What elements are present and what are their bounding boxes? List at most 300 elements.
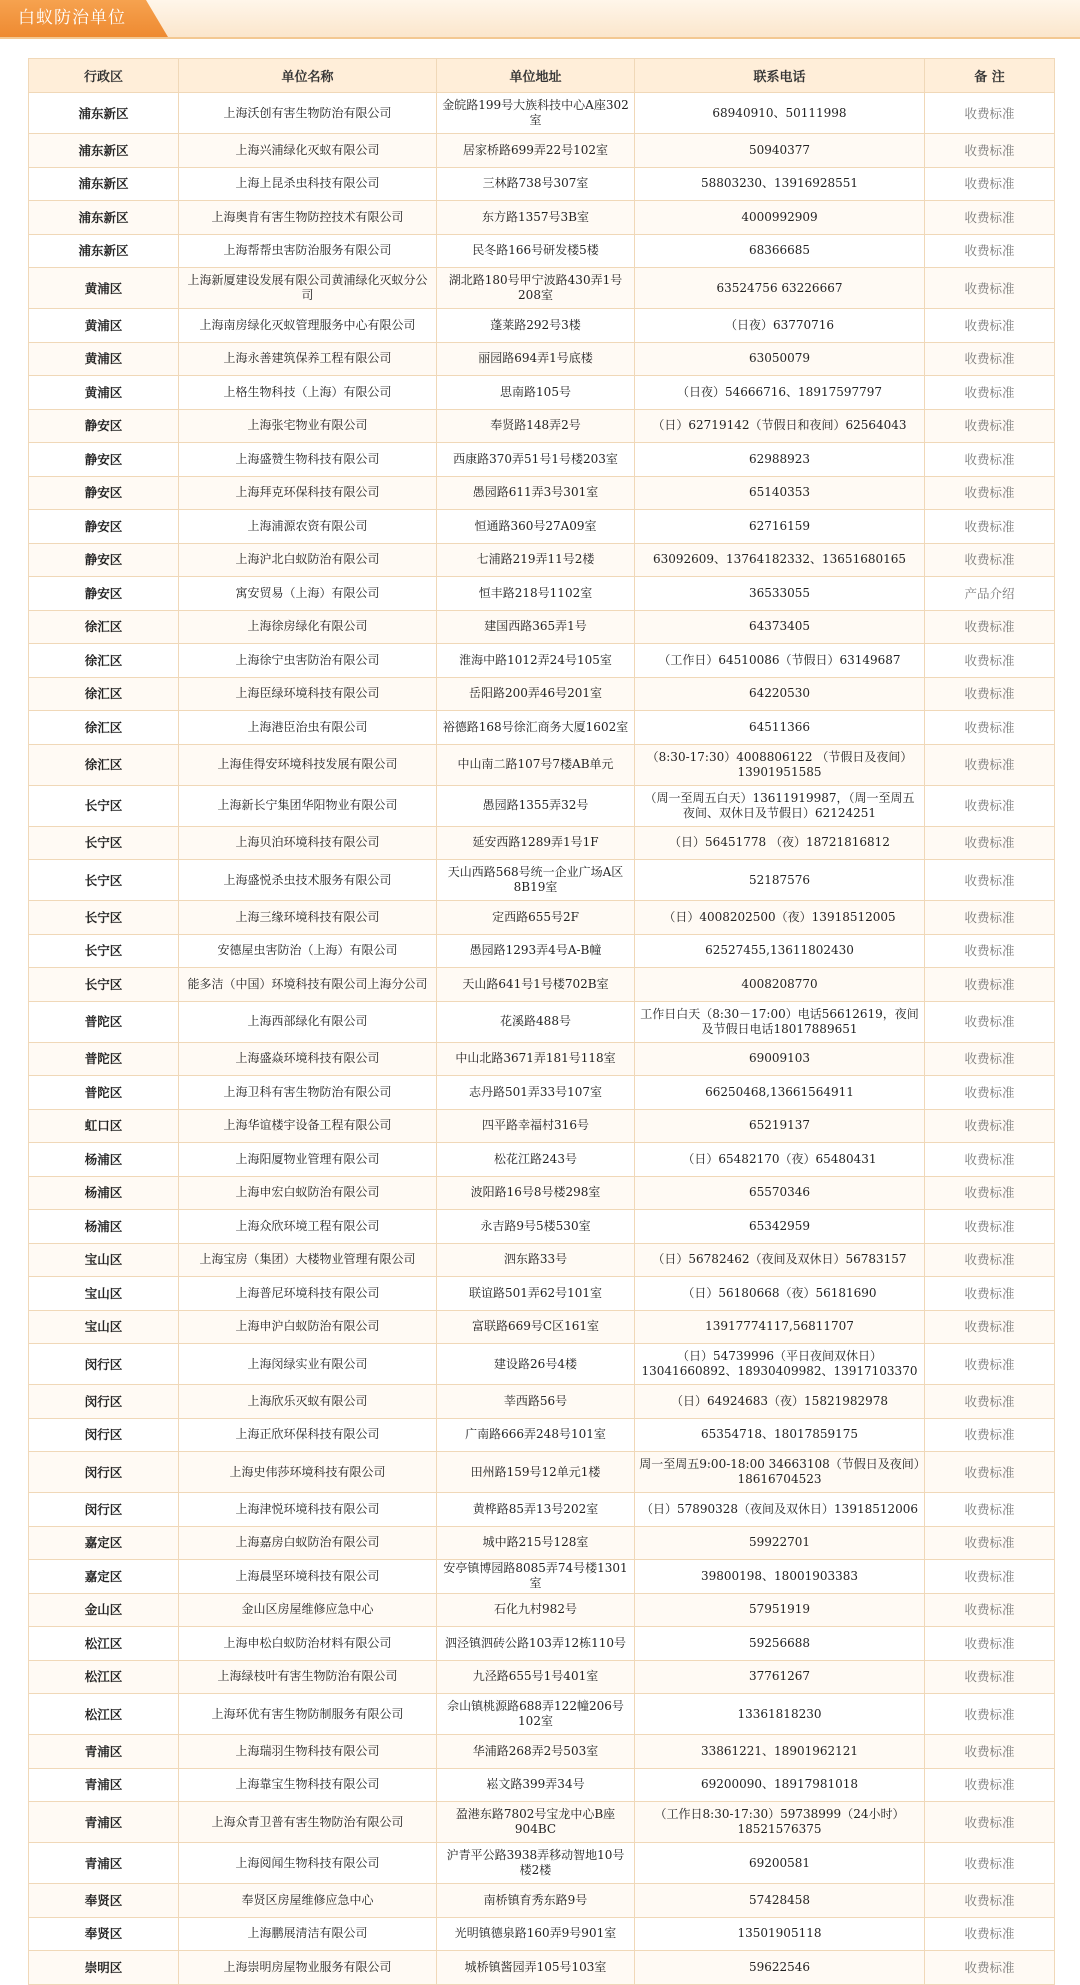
district-cell: 静安区	[29, 476, 179, 510]
note-link[interactable]: 收费标准	[925, 1917, 1055, 1951]
phone-cell: （日）65482170（夜）65480431	[635, 1143, 925, 1177]
address-cell: 愚园路1293弄4号A-B幢	[437, 934, 635, 968]
address-cell: 东方路1357号3B室	[437, 201, 635, 235]
company-name-cell: 奉贤区房屋维修应急中心	[179, 1884, 437, 1918]
note-link[interactable]: 收费标准	[925, 1951, 1055, 1985]
company-name-cell: 上海环优有害生物防制服务有限公司	[179, 1694, 437, 1735]
phone-cell: （日）57890328（夜间及双休日）13918512006	[635, 1493, 925, 1527]
address-cell: 蓬莱路292号3楼	[437, 309, 635, 343]
address-cell: 天山路641号1号楼702B室	[437, 968, 635, 1002]
note-link[interactable]: 收费标准	[925, 711, 1055, 745]
district-cell: 长宁区	[29, 785, 179, 826]
district-cell: 青浦区	[29, 1843, 179, 1884]
note-link[interactable]: 收费标准	[925, 1243, 1055, 1277]
district-cell: 浦东新区	[29, 234, 179, 268]
company-name-cell: 上海奥肯有害生物防控技术有限公司	[179, 201, 437, 235]
note-link[interactable]: 收费标准	[925, 1344, 1055, 1385]
table-row	[29, 577, 1055, 611]
company-name-cell: 上海靠宝生物科技有限公司	[179, 1768, 437, 1802]
phone-cell: （日）56180668（夜）56181690	[635, 1277, 925, 1311]
address-cell: 泗东路33号	[437, 1243, 635, 1277]
phone-cell: （日）62719142（节假日和夜间）62564043	[635, 409, 925, 443]
district-cell: 闵行区	[29, 1418, 179, 1452]
address-cell: 中山南二路107号7楼AB单元	[437, 744, 635, 785]
district-cell: 宝山区	[29, 1243, 179, 1277]
phone-cell: 13361818230	[635, 1694, 925, 1735]
table-row	[29, 1802, 1055, 1843]
district-cell: 徐汇区	[29, 744, 179, 785]
district-cell: 静安区	[29, 577, 179, 611]
company-name-cell: 上海嘉房白蚁防治有限公司	[179, 1526, 437, 1560]
address-cell: 田州路159号12单元1楼	[437, 1452, 635, 1493]
table-row	[29, 342, 1055, 376]
company-name-cell: 上海帮帮虫害防治服务有限公司	[179, 234, 437, 268]
address-cell: 恒丰路218号1102室	[437, 577, 635, 611]
address-cell: 民冬路166号研发楼5楼	[437, 234, 635, 268]
district-cell: 长宁区	[29, 901, 179, 935]
district-cell: 闵行区	[29, 1452, 179, 1493]
district-cell: 黄浦区	[29, 376, 179, 410]
note-link[interactable]: 收费标准	[925, 1660, 1055, 1694]
note-link[interactable]: 收费标准	[925, 1735, 1055, 1769]
note-link[interactable]: 收费标准	[925, 1176, 1055, 1210]
note-link[interactable]: 收费标准	[925, 1768, 1055, 1802]
address-cell: 佘山镇桃源路688弄122幢206号102室	[437, 1694, 635, 1735]
table-row	[29, 510, 1055, 544]
table-row	[29, 1109, 1055, 1143]
phone-cell: 68940910、50111998	[635, 93, 925, 134]
company-name-cell: 上海佳得安环境科技发展有限公司	[179, 744, 437, 785]
district-cell: 嘉定区	[29, 1560, 179, 1594]
section-header-bar	[0, 0, 1080, 39]
address-cell: 居家桥路699弄22号102室	[437, 134, 635, 168]
company-name-cell: 上海欣乐灭蚁有限公司	[179, 1385, 437, 1419]
table-row	[29, 1917, 1055, 1951]
address-cell: 延安西路1289弄1号1F	[437, 826, 635, 860]
district-cell: 金山区	[29, 1593, 179, 1627]
company-name-cell: 能多洁（中国）环境科技有限公司上海分公司	[179, 968, 437, 1002]
phone-cell: 57428458	[635, 1884, 925, 1918]
phone-cell: （工作日）64510086（节假日）63149687	[635, 644, 925, 678]
district-cell: 宝山区	[29, 1310, 179, 1344]
note-link[interactable]: 收费标准	[925, 1802, 1055, 1843]
district-cell: 浦东新区	[29, 134, 179, 168]
note-link[interactable]: 收费标准	[925, 543, 1055, 577]
address-cell: 中山北路3671弄181号118室	[437, 1042, 635, 1076]
note-link[interactable]: 收费标准	[925, 1593, 1055, 1627]
company-name-cell: 上海南房绿化灭蚁管理服务中心有限公司	[179, 309, 437, 343]
table-row	[29, 1735, 1055, 1769]
phone-cell: （日）56451778 （夜）18721816812	[635, 826, 925, 860]
address-cell: 丽园路694弄1号底楼	[437, 342, 635, 376]
address-cell: 建设路26号4楼	[437, 1344, 635, 1385]
table-row	[29, 1076, 1055, 1110]
address-cell: 愚园路611弄3号301室	[437, 476, 635, 510]
district-cell: 长宁区	[29, 968, 179, 1002]
company-name-cell: 上海瑞羽生物科技有限公司	[179, 1735, 437, 1769]
table-row	[29, 476, 1055, 510]
phone-cell: 68366685	[635, 234, 925, 268]
note-link[interactable]: 收费标准	[925, 1418, 1055, 1452]
table-row	[29, 610, 1055, 644]
company-name-cell: 上海申宏白蚁防治有限公司	[179, 1176, 437, 1210]
address-cell: 愚园路1355弄32号	[437, 785, 635, 826]
address-cell: 岳阳路200弄46号201室	[437, 677, 635, 711]
address-cell: 天山西路568号统一企业广场A区8B19室	[437, 860, 635, 901]
phone-cell: 62716159	[635, 510, 925, 544]
district-cell: 嘉定区	[29, 1526, 179, 1560]
table-row	[29, 644, 1055, 678]
address-cell: 奉贤路148弄2号	[437, 409, 635, 443]
table-row	[29, 201, 1055, 235]
table-row	[29, 268, 1055, 309]
address-cell: 城桥镇酱园弄105号103室	[437, 1951, 635, 1985]
note-link[interactable]: 收费标准	[925, 309, 1055, 343]
note-link[interactable]: 收费标准	[925, 201, 1055, 235]
company-name-cell: 寓安贸易（上海）有限公司	[179, 577, 437, 611]
table-row	[29, 744, 1055, 785]
address-cell: 湖北路180号甲宁波路430弄1号208室	[437, 268, 635, 309]
note-link[interactable]: 收费标准	[925, 1627, 1055, 1661]
note-link[interactable]: 收费标准	[925, 1001, 1055, 1042]
district-cell: 崇明区	[29, 1951, 179, 1985]
phone-cell: 64511366	[635, 711, 925, 745]
note-link[interactable]: 收费标准	[925, 610, 1055, 644]
note-link[interactable]: 收费标准	[925, 443, 1055, 477]
company-name-cell: 金山区房屋维修应急中心	[179, 1593, 437, 1627]
note-link[interactable]: 收费标准	[925, 1310, 1055, 1344]
note-link[interactable]: 收费标准	[925, 901, 1055, 935]
phone-cell: 64220530	[635, 677, 925, 711]
phone-cell: （日）54739996（平日夜间双休日）13041660892、18930409982、13917103370	[635, 1344, 925, 1385]
note-link[interactable]: 收费标准	[925, 1694, 1055, 1735]
phone-cell: 65140353	[635, 476, 925, 510]
table-row	[29, 234, 1055, 268]
address-cell: 思南路105号	[437, 376, 635, 410]
table-row	[29, 1001, 1055, 1042]
phone-cell: 工作日白天（8:30－17:00）电话56612619，夜间及节假日电话18017889651	[635, 1001, 925, 1042]
address-cell: 城中路215号128室	[437, 1526, 635, 1560]
table-body	[29, 93, 1055, 1985]
company-name-cell: 上海沪北白蚁防治有限公司	[179, 543, 437, 577]
company-name-cell: 上海臣绿环境科技有限公司	[179, 677, 437, 711]
table-row	[29, 409, 1055, 443]
note-link[interactable]: 收费标准	[925, 644, 1055, 678]
phone-cell: 57951919	[635, 1593, 925, 1627]
phone-cell: 4000992909	[635, 201, 925, 235]
address-cell: 黄桦路85弄13号202室	[437, 1493, 635, 1527]
table-row	[29, 1143, 1055, 1177]
note-link[interactable]: 收费标准	[925, 409, 1055, 443]
note-link[interactable]: 收费标准	[925, 677, 1055, 711]
table-row	[29, 1660, 1055, 1694]
company-name-cell: 上海新厦建设发展有限公司黄浦绿化灭蚁分公司	[179, 268, 437, 309]
address-cell: 四平路幸福村316号	[437, 1109, 635, 1143]
table-row	[29, 1593, 1055, 1627]
col-header-address: 单位地址	[437, 59, 635, 93]
company-name-cell: 上海徐宁虫害防治有限公司	[179, 644, 437, 678]
table-row	[29, 1042, 1055, 1076]
phone-cell: 69009103	[635, 1042, 925, 1076]
company-name-cell: 上海浦源农资有限公司	[179, 510, 437, 544]
address-cell: 沪青平公路3938弄移动智地10号楼2楼	[437, 1843, 635, 1884]
note-link[interactable]: 收费标准	[925, 1452, 1055, 1493]
district-cell: 静安区	[29, 409, 179, 443]
company-name-cell: 上海鹏展清洁有限公司	[179, 1917, 437, 1951]
note-link[interactable]: 收费标准	[925, 134, 1055, 168]
note-link[interactable]: 收费标准	[925, 744, 1055, 785]
phone-cell: 65354718、18017859175	[635, 1418, 925, 1452]
note-link[interactable]: 收费标准	[925, 1493, 1055, 1527]
table-row	[29, 1418, 1055, 1452]
address-cell: 崧文路399弄34号	[437, 1768, 635, 1802]
phone-cell: 63050079	[635, 342, 925, 376]
company-name-cell: 上海申沪白蚁防治有限公司	[179, 1310, 437, 1344]
table-row	[29, 376, 1055, 410]
table-row	[29, 134, 1055, 168]
district-cell: 浦东新区	[29, 201, 179, 235]
company-name-cell: 上海普尼环境科技有限公司	[179, 1277, 437, 1311]
phone-cell: 69200090、18917981018	[635, 1768, 925, 1802]
table-row	[29, 1694, 1055, 1735]
address-cell: 光明镇德泉路160弄9号901室	[437, 1917, 635, 1951]
table-row	[29, 1310, 1055, 1344]
table-row	[29, 443, 1055, 477]
district-cell: 黄浦区	[29, 342, 179, 376]
phone-cell: 69200581	[635, 1843, 925, 1884]
district-cell: 普陀区	[29, 1001, 179, 1042]
phone-cell: 50940377	[635, 134, 925, 168]
phone-cell: （日夜）54666716、18917597797	[635, 376, 925, 410]
district-cell: 青浦区	[29, 1735, 179, 1769]
address-cell: 富联路669号C区161室	[437, 1310, 635, 1344]
phone-cell: 13501905118	[635, 1917, 925, 1951]
note-link[interactable]: 收费标准	[925, 1076, 1055, 1110]
address-cell: 裕德路168号徐汇商务大厦1602室	[437, 711, 635, 745]
phone-cell: 64373405	[635, 610, 925, 644]
company-name-cell: 上海拜克环保科技有限公司	[179, 476, 437, 510]
note-link[interactable]: 收费标准	[925, 376, 1055, 410]
table-row	[29, 934, 1055, 968]
note-link[interactable]: 收费标准	[925, 93, 1055, 134]
phone-cell: 59922701	[635, 1526, 925, 1560]
company-name-cell: 上海史伟莎环境科技有限公司	[179, 1452, 437, 1493]
company-name-cell: 上海贝泊环境科技有限公司	[179, 826, 437, 860]
phone-cell: （日夜）63770716	[635, 309, 925, 343]
table-row	[29, 1843, 1055, 1884]
note-link[interactable]: 产品介绍	[925, 577, 1055, 611]
district-cell: 长宁区	[29, 860, 179, 901]
district-cell: 静安区	[29, 443, 179, 477]
note-link[interactable]: 收费标准	[925, 1109, 1055, 1143]
company-name-cell: 安德屋虫害防治（上海）有限公司	[179, 934, 437, 968]
note-link[interactable]: 收费标准	[925, 1143, 1055, 1177]
address-cell: 广南路666弄248号101室	[437, 1418, 635, 1452]
note-link[interactable]: 收费标准	[925, 934, 1055, 968]
address-cell: 三林路738号307室	[437, 167, 635, 201]
table-row	[29, 1277, 1055, 1311]
district-cell: 徐汇区	[29, 610, 179, 644]
table-header-row	[29, 59, 1055, 93]
note-link[interactable]: 收费标准	[925, 785, 1055, 826]
district-cell: 杨浦区	[29, 1210, 179, 1244]
company-name-cell: 上海盛悦杀虫技术服务有限公司	[179, 860, 437, 901]
phone-cell: 66250468,13661564911	[635, 1076, 925, 1110]
note-link[interactable]: 收费标准	[925, 342, 1055, 376]
col-header-company: 单位名称	[179, 59, 437, 93]
table-row	[29, 1243, 1055, 1277]
district-cell: 青浦区	[29, 1802, 179, 1843]
table-row	[29, 711, 1055, 745]
address-cell: 南桥镇育秀东路9号	[437, 1884, 635, 1918]
district-cell: 杨浦区	[29, 1176, 179, 1210]
district-cell: 松江区	[29, 1694, 179, 1735]
note-link[interactable]: 收费标准	[925, 826, 1055, 860]
company-name-cell: 上海阅闻生物科技有限公司	[179, 1843, 437, 1884]
company-name-cell: 上海西部绿化有限公司	[179, 1001, 437, 1042]
address-cell: 志丹路501弄33号107室	[437, 1076, 635, 1110]
phone-cell: （日）56782462（夜间及双休日）56783157	[635, 1243, 925, 1277]
note-link[interactable]: 收费标准	[925, 167, 1055, 201]
phone-cell: （8:30-17:30）4008806122 （节假日及夜间）13901951585	[635, 744, 925, 785]
note-link[interactable]: 收费标准	[925, 1042, 1055, 1076]
note-link[interactable]: 收费标准	[925, 510, 1055, 544]
phone-cell: 52187576	[635, 860, 925, 901]
table-row	[29, 826, 1055, 860]
phone-cell: 65342959	[635, 1210, 925, 1244]
company-name-cell: 上海上昆杀虫科技有限公司	[179, 167, 437, 201]
table-row	[29, 1768, 1055, 1802]
phone-cell: 36533055	[635, 577, 925, 611]
company-name-cell: 上海徐房绿化有限公司	[179, 610, 437, 644]
company-name-cell: 上海津悦环境科技有限公司	[179, 1493, 437, 1527]
note-link[interactable]: 收费标准	[925, 1843, 1055, 1884]
company-name-cell: 上海正欣环保科技有限公司	[179, 1418, 437, 1452]
company-name-cell: 上海新长宁集团华阳物业有限公司	[179, 785, 437, 826]
table-row	[29, 1176, 1055, 1210]
district-cell: 长宁区	[29, 826, 179, 860]
phone-cell: 62988923	[635, 443, 925, 477]
note-link[interactable]: 收费标准	[925, 1526, 1055, 1560]
phone-cell: 63092609、13764182332、13651680165	[635, 543, 925, 577]
phone-cell: 39800198、18001903383	[635, 1560, 925, 1594]
phone-cell: 周一至周五9:00-18:00 34663108（节假日及夜间）18616704523	[635, 1452, 925, 1493]
table-row	[29, 1627, 1055, 1661]
address-cell: 定西路655号2F	[437, 901, 635, 935]
note-link[interactable]: 收费标准	[925, 860, 1055, 901]
company-name-cell: 上海永善建筑保养工程有限公司	[179, 342, 437, 376]
table-row	[29, 309, 1055, 343]
district-cell: 青浦区	[29, 1768, 179, 1802]
address-cell: 石化九村982号	[437, 1593, 635, 1627]
district-cell: 徐汇区	[29, 677, 179, 711]
note-link[interactable]: 收费标准	[925, 234, 1055, 268]
district-cell: 杨浦区	[29, 1143, 179, 1177]
note-link[interactable]: 收费标准	[925, 1884, 1055, 1918]
phone-cell: 65219137	[635, 1109, 925, 1143]
table-row	[29, 1493, 1055, 1527]
district-cell: 松江区	[29, 1660, 179, 1694]
phone-cell: （周一至周五白天）13611919987，（周一至周五夜间、双休日及节假日）62124251	[635, 785, 925, 826]
table-row	[29, 1884, 1055, 1918]
address-cell: 莘西路56号	[437, 1385, 635, 1419]
district-cell: 普陀区	[29, 1076, 179, 1110]
section-title: 白蚁防治单位	[18, 8, 126, 28]
table-row	[29, 1452, 1055, 1493]
company-name-cell: 上海绿枝叶有害生物防治有限公司	[179, 1660, 437, 1694]
address-cell: 九泾路655号1号401室	[437, 1660, 635, 1694]
company-name-cell: 上海港臣治虫有限公司	[179, 711, 437, 745]
district-cell: 闵行区	[29, 1493, 179, 1527]
company-name-cell: 上海沃创有害生物防治有限公司	[179, 93, 437, 134]
company-name-cell: 上海宝房（集团）大楼物业管理有限公司	[179, 1243, 437, 1277]
phone-cell: （工作日8:30-17:30）59738999（24小时）18521576375	[635, 1802, 925, 1843]
district-cell: 宝山区	[29, 1277, 179, 1311]
note-link[interactable]: 收费标准	[925, 1277, 1055, 1311]
col-header-phone: 联系电话	[635, 59, 925, 93]
district-cell: 徐汇区	[29, 711, 179, 745]
address-cell: 金皖路199号大族科技中心A座302室	[437, 93, 635, 134]
district-cell: 松江区	[29, 1627, 179, 1661]
table-row	[29, 901, 1055, 935]
address-cell: 泗泾镇泗砖公路103弄12栋110号	[437, 1627, 635, 1661]
district-cell: 闵行区	[29, 1385, 179, 1419]
phone-cell: 59622546	[635, 1951, 925, 1985]
note-link[interactable]: 收费标准	[925, 268, 1055, 309]
address-cell: 安亭镇博园路8085弄74号楼1301室	[437, 1560, 635, 1594]
table-row	[29, 543, 1055, 577]
address-cell: 花溪路488号	[437, 1001, 635, 1042]
district-cell: 浦东新区	[29, 167, 179, 201]
table-row	[29, 860, 1055, 901]
phone-cell: 59256688	[635, 1627, 925, 1661]
termite-control-table	[28, 58, 1055, 1985]
phone-cell: 63524756 63226667	[635, 268, 925, 309]
note-link[interactable]: 收费标准	[925, 476, 1055, 510]
district-cell: 奉贤区	[29, 1917, 179, 1951]
table-row	[29, 1344, 1055, 1385]
phone-cell: 65570346	[635, 1176, 925, 1210]
note-link[interactable]: 收费标准	[925, 1560, 1055, 1594]
note-link[interactable]: 收费标准	[925, 1210, 1055, 1244]
table-row	[29, 677, 1055, 711]
address-cell: 波阳路16号8号楼298室	[437, 1176, 635, 1210]
table-row	[29, 1210, 1055, 1244]
address-cell: 淮海中路1012弄24号105室	[437, 644, 635, 678]
company-name-cell: 上海众欣环境工程有限公司	[179, 1210, 437, 1244]
district-cell: 静安区	[29, 510, 179, 544]
note-link[interactable]: 收费标准	[925, 1385, 1055, 1419]
company-name-cell: 上海闵绿实业有限公司	[179, 1344, 437, 1385]
district-cell: 徐汇区	[29, 644, 179, 678]
district-cell: 闵行区	[29, 1344, 179, 1385]
address-cell: 华浦路268弄2号503室	[437, 1735, 635, 1769]
table-row	[29, 167, 1055, 201]
table-row	[29, 1526, 1055, 1560]
district-cell: 普陀区	[29, 1042, 179, 1076]
phone-cell: 58803230、13916928551	[635, 167, 925, 201]
phone-cell: 13917774117,56811707	[635, 1310, 925, 1344]
company-name-cell: 上海华谊楼宇设备工程有限公司	[179, 1109, 437, 1143]
company-name-cell: 上海阳厦物业管理有限公司	[179, 1143, 437, 1177]
col-header-note: 备 注	[925, 59, 1055, 93]
table-row	[29, 968, 1055, 1002]
company-name-cell: 上海三缘环境科技有限公司	[179, 901, 437, 935]
district-cell: 黄浦区	[29, 268, 179, 309]
district-cell: 长宁区	[29, 934, 179, 968]
note-link[interactable]: 收费标准	[925, 968, 1055, 1002]
district-cell: 黄浦区	[29, 309, 179, 343]
